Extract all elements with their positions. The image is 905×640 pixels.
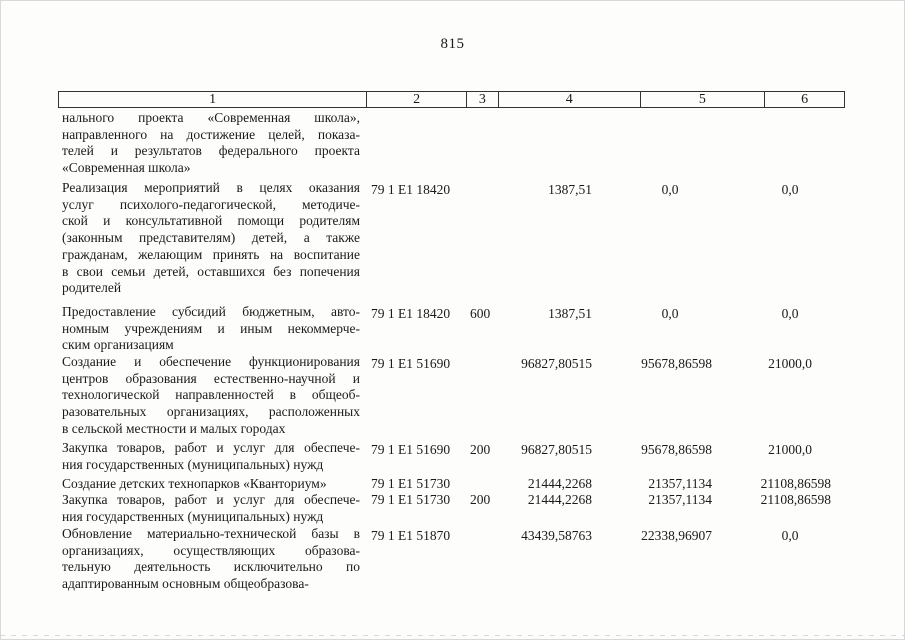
row-code: 79 1 E1 18420	[371, 306, 451, 321]
row-code: 79 1 E1 51690	[371, 442, 451, 457]
row-code: 79 1 E1 51730	[371, 476, 451, 491]
header-col-6: 6	[801, 92, 809, 107]
row-description	[62, 440, 360, 473]
row-value-col4: 1387,51	[548, 182, 592, 197]
description-line: «Современная школа»	[62, 160, 191, 176]
description-line: Обновление материально-технической базы в	[62, 526, 360, 541]
row-description	[62, 492, 360, 525]
table-row	[0, 304, 905, 354]
row-value-col6: 21000,0	[768, 356, 812, 371]
header-col-5: 5	[641, 92, 766, 107]
description-line: телей и результатов федерального проекта	[62, 143, 360, 159]
description-line: нального проекта «Современная школа»,	[62, 110, 360, 125]
row-description	[62, 180, 360, 297]
row-value-col5: 95678,86598	[641, 356, 712, 371]
row-value-col5: 21357,1134	[648, 492, 712, 507]
row-value-col5: 21357,1134	[648, 476, 712, 491]
table-row	[0, 476, 905, 493]
row-description	[62, 304, 360, 354]
row-value-col4: 96827,80515	[521, 442, 592, 457]
table-row	[0, 180, 905, 297]
description-line: направленного на достижение целей, показа-	[62, 126, 360, 142]
row-description	[62, 354, 360, 438]
row-value-col6: 21000,0	[768, 442, 812, 457]
scan-edge-dashes	[0, 635, 905, 636]
table-row	[0, 110, 905, 177]
row-value-col4: 21444,2268	[527, 476, 592, 491]
header-col-3: 3	[467, 92, 499, 107]
description-line: ния государственных (муниципальных) нужд	[62, 456, 324, 472]
row-value-col4: 1387,51	[548, 306, 592, 321]
description-line: тельную деятельность исключительно по	[62, 559, 360, 575]
description-line: организациях, осуществляющих образова-	[62, 542, 360, 558]
description-line: разовательных организациях, расположенных	[62, 404, 360, 420]
row-code: 79 1 E1 51870	[371, 528, 451, 543]
description-line: в свои семьи детей, оставшихся без попечения	[62, 263, 360, 279]
header-col-2: 2	[367, 92, 467, 107]
table-row	[0, 492, 905, 525]
row-value-col5: 0,0	[661, 306, 679, 321]
page-number: 815	[440, 36, 465, 52]
row-value-col6: 0,0	[781, 306, 799, 321]
table-row	[0, 354, 905, 438]
description-line: центров образования естественно-научной и	[62, 370, 360, 386]
description-line: Реализация мероприятий в целях оказания	[62, 180, 360, 195]
row-code: 79 1 E1 18420	[371, 182, 451, 197]
description-line: ния государственных (муниципальных) нужд	[62, 508, 324, 524]
row-value-col4: 21444,2268	[527, 492, 592, 507]
description-line: родителей	[62, 280, 122, 296]
description-line: Закупка товаров, работ и услуг для обеспече-	[62, 492, 360, 507]
row-code: 79 1 E1 51730	[371, 492, 451, 507]
description-line: гражданам, желающим принять на воспитание	[62, 246, 360, 262]
description-line: (законным представителям) детей, а также	[62, 230, 360, 246]
header-col-1: 1	[59, 92, 367, 107]
description-line: ской и консультативной помощи родителям	[62, 213, 360, 229]
row-value-col6: 0,0	[781, 182, 799, 197]
row-code: 79 1 E1 51690	[371, 356, 451, 371]
description-line: адаптированным основным общеобразова-	[62, 576, 309, 592]
description-line: ским организациям	[62, 337, 174, 353]
description-line: номным учреждениям и иным некоммерче-	[62, 320, 360, 336]
description-line: Закупка товаров, работ и услуг для обеспече-	[62, 440, 360, 455]
row-value-col6: 21108,86598	[760, 492, 831, 507]
row-expense-type: 600	[470, 306, 491, 321]
header-col-4: 4	[499, 92, 641, 107]
description-line: Создание детских технопарков «Кванториум»	[62, 476, 327, 491]
description-line: услуг психолого-педагогической, методиче-	[62, 196, 360, 212]
row-value-col4: 43439,58763	[521, 528, 592, 543]
table-row	[0, 526, 905, 593]
row-value-col6: 0,0	[781, 528, 799, 543]
row-description	[62, 476, 360, 493]
row-description	[62, 110, 360, 177]
row-value-col6: 21108,86598	[760, 476, 831, 491]
row-expense-type: 200	[470, 442, 491, 457]
description-line: Создание и обеспечение функционирования	[62, 354, 360, 369]
description-line: Предоставление субсидий бюджетным, авто-	[62, 304, 360, 319]
row-value-col5: 0,0	[661, 182, 679, 197]
table-row	[0, 440, 905, 473]
row-value-col4: 96827,80515	[521, 356, 592, 371]
description-line: технологической направленностей в общеоб-	[62, 387, 360, 403]
row-expense-type: 200	[470, 492, 491, 507]
description-line: в сельской местности и малых городах	[62, 420, 286, 436]
row-value-col5: 22338,96907	[641, 528, 712, 543]
table-header-row	[58, 91, 845, 108]
row-value-col5: 95678,86598	[641, 442, 712, 457]
row-description	[62, 526, 360, 593]
